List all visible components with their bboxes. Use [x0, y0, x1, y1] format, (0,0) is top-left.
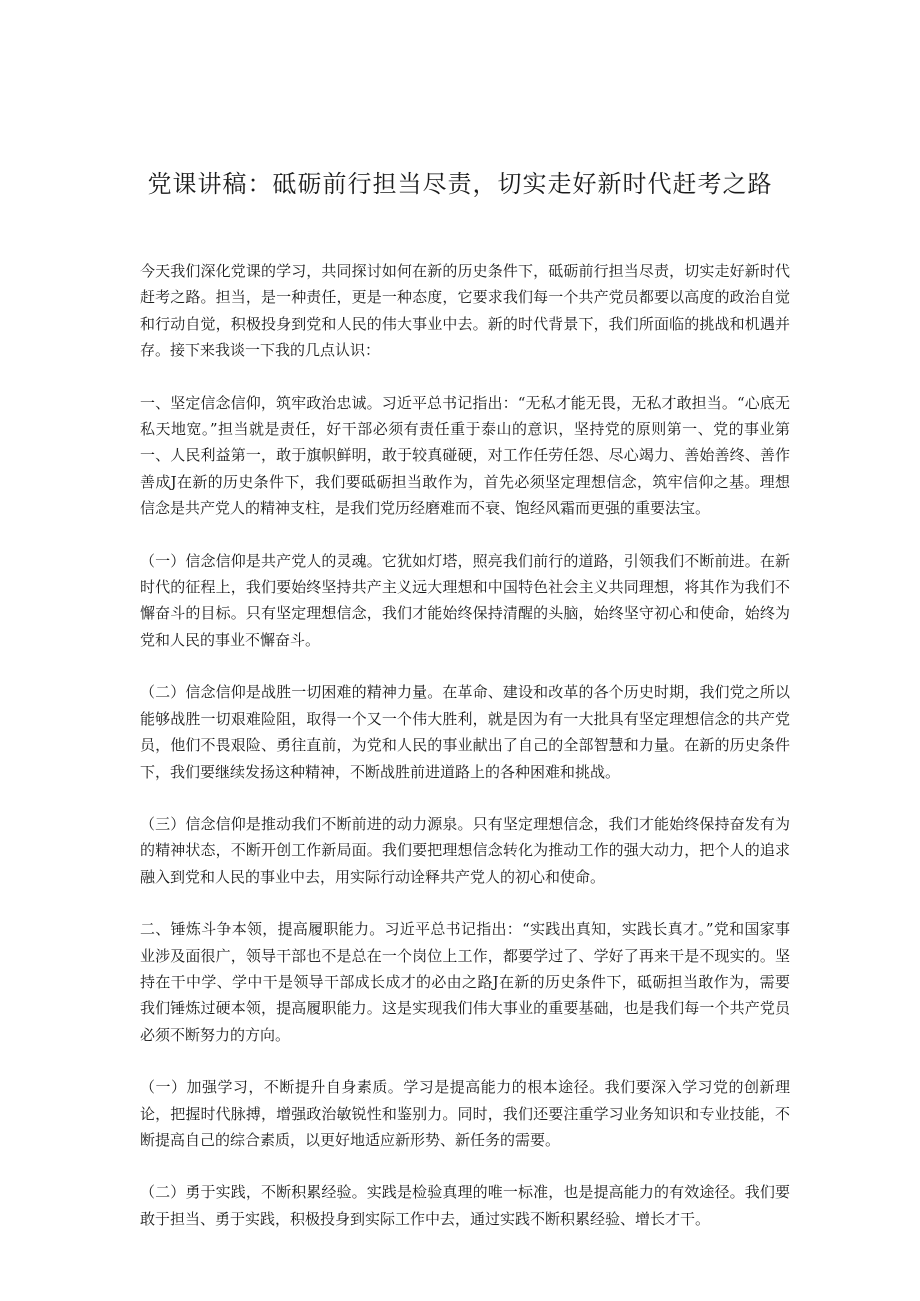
paragraph-section-2-item-2: （二）勇于实践，不断积累经验。实践是检验真理的唯一标准，也是提高能力的有效途径。我们要敢于担当、勇于实践，积极投身到实际工作中去，通过实践不断积累经验、增长才干。: [140, 1183, 790, 1228]
document-title: 党课讲稿：砥砺前行担当尽责，切实走好新时代赶考之路: [147, 170, 773, 198]
paragraph-section-1-item-3: （三）信念信仰是推动我们不断前进的动力源泉。只有坚定理想信念，我们才能始终保持奋发有为的精神状态，不断开创工作新局面。我们要把理想信念转化为推动工作的强大动力，把个人的追求融入到党和人民的事业中去，用实际行动诠释共产党人的初心和使命。: [140, 814, 790, 886]
paragraph-section-1: 一、坚定信念信仰，筑牢政治忠诚。习近平总书记指出：“无私才能无畏，无私才敢担当。“心底无私天地宽。”担当就是责任，好干部必须有责任重于泰山的意识，坚持党的原则第一、党的事业第一、人民利益第一，敢于旗帜鲜明，敢于较真碰硬，对工作任劳任怨、尽心竭力、善始善终、善作善成J在新的历史条件下，我们要砥砺担当敢作为，首先必须坚定理想信念，筑牢信仰之基。理想信念是共产党人的精神支柱，是我们党历经磨难而不衰、饱经风霜而更强的重要法宝。: [140, 393, 790, 518]
document-body: [140, 258, 790, 1258]
paragraph-section-2: 二、锤炼斗争本领，提高履职能力。习近平总书记指出：“实践出真知，实践长真才。”党和国家事业涉及面很广，领导干部也不是总在一个岗位上工作，都要学过了、学好了再来干是不现实的。坚持在干中学、学中干是领导干部成长成才的必由之路J在新的历史条件下，砥砺担当敢作为，需要我们锤炼过硬本领，提高履职能力。这是实现我们伟大事业的重要基础，也是我们每一个共产党员必须不断努力的方向。: [140, 920, 790, 1044]
paragraph-section-1-item-1: （一）信念信仰是共产党人的灵魂。它犹如灯塔，照亮我们前行的道路，引领我们不断前进。在新时代的征程上，我们要始终坚持共产主义远大理想和中国特色社会主义共同理想，将其作为我们不懈奋斗的目标。只有坚定理想信念，我们才能始终保持清醒的头脑，始终坚守初心和使命，始终为党和人民的事业不懈奋斗。: [140, 551, 790, 649]
paragraph-intro: 今天我们深化党课的学习，共同探讨如何在新的历史条件下，砥砺前行担当尽责，切实走好新时代赶考之路。担当，是一种责任，更是一种态度，它要求我们每一个共产党员都要以高度的政治自觉和行动自觉，积极投身到党和人民的伟大事业中去。新的时代背景下，我们所面临的挑战和机遇并存。接下来我谈一下我的几点认识：: [140, 262, 790, 360]
paragraph-section-2-item-1: （一）加强学习，不断提升自身素质。学习是提高能力的根本途径。我们要深入学习党的创新理论，把握时代脉搏，增强政治敏锐性和鉴别力。同时，我们还要注重学习业务知识和专业技能，不断提高自己的综合素质，以更好地适应新形势、新任务的需要。: [140, 1078, 790, 1149]
paragraph-section-1-item-2: （二）信念信仰是战胜一切困难的精神力量。在革命、建设和改革的各个历史时期，我们党之所以能够战胜一切艰难险阻，取得一个又一个伟大胜利，就是因为有一大批具有坚定理想信念的共产党员，他们不畏艰险、勇往直前，为党和人民的事业献出了自己的全部智慧和力量。在新的历史条件下，我们要继续发扬这种精神，不断战胜前进道路上的各种困难和挑战。: [140, 683, 790, 781]
